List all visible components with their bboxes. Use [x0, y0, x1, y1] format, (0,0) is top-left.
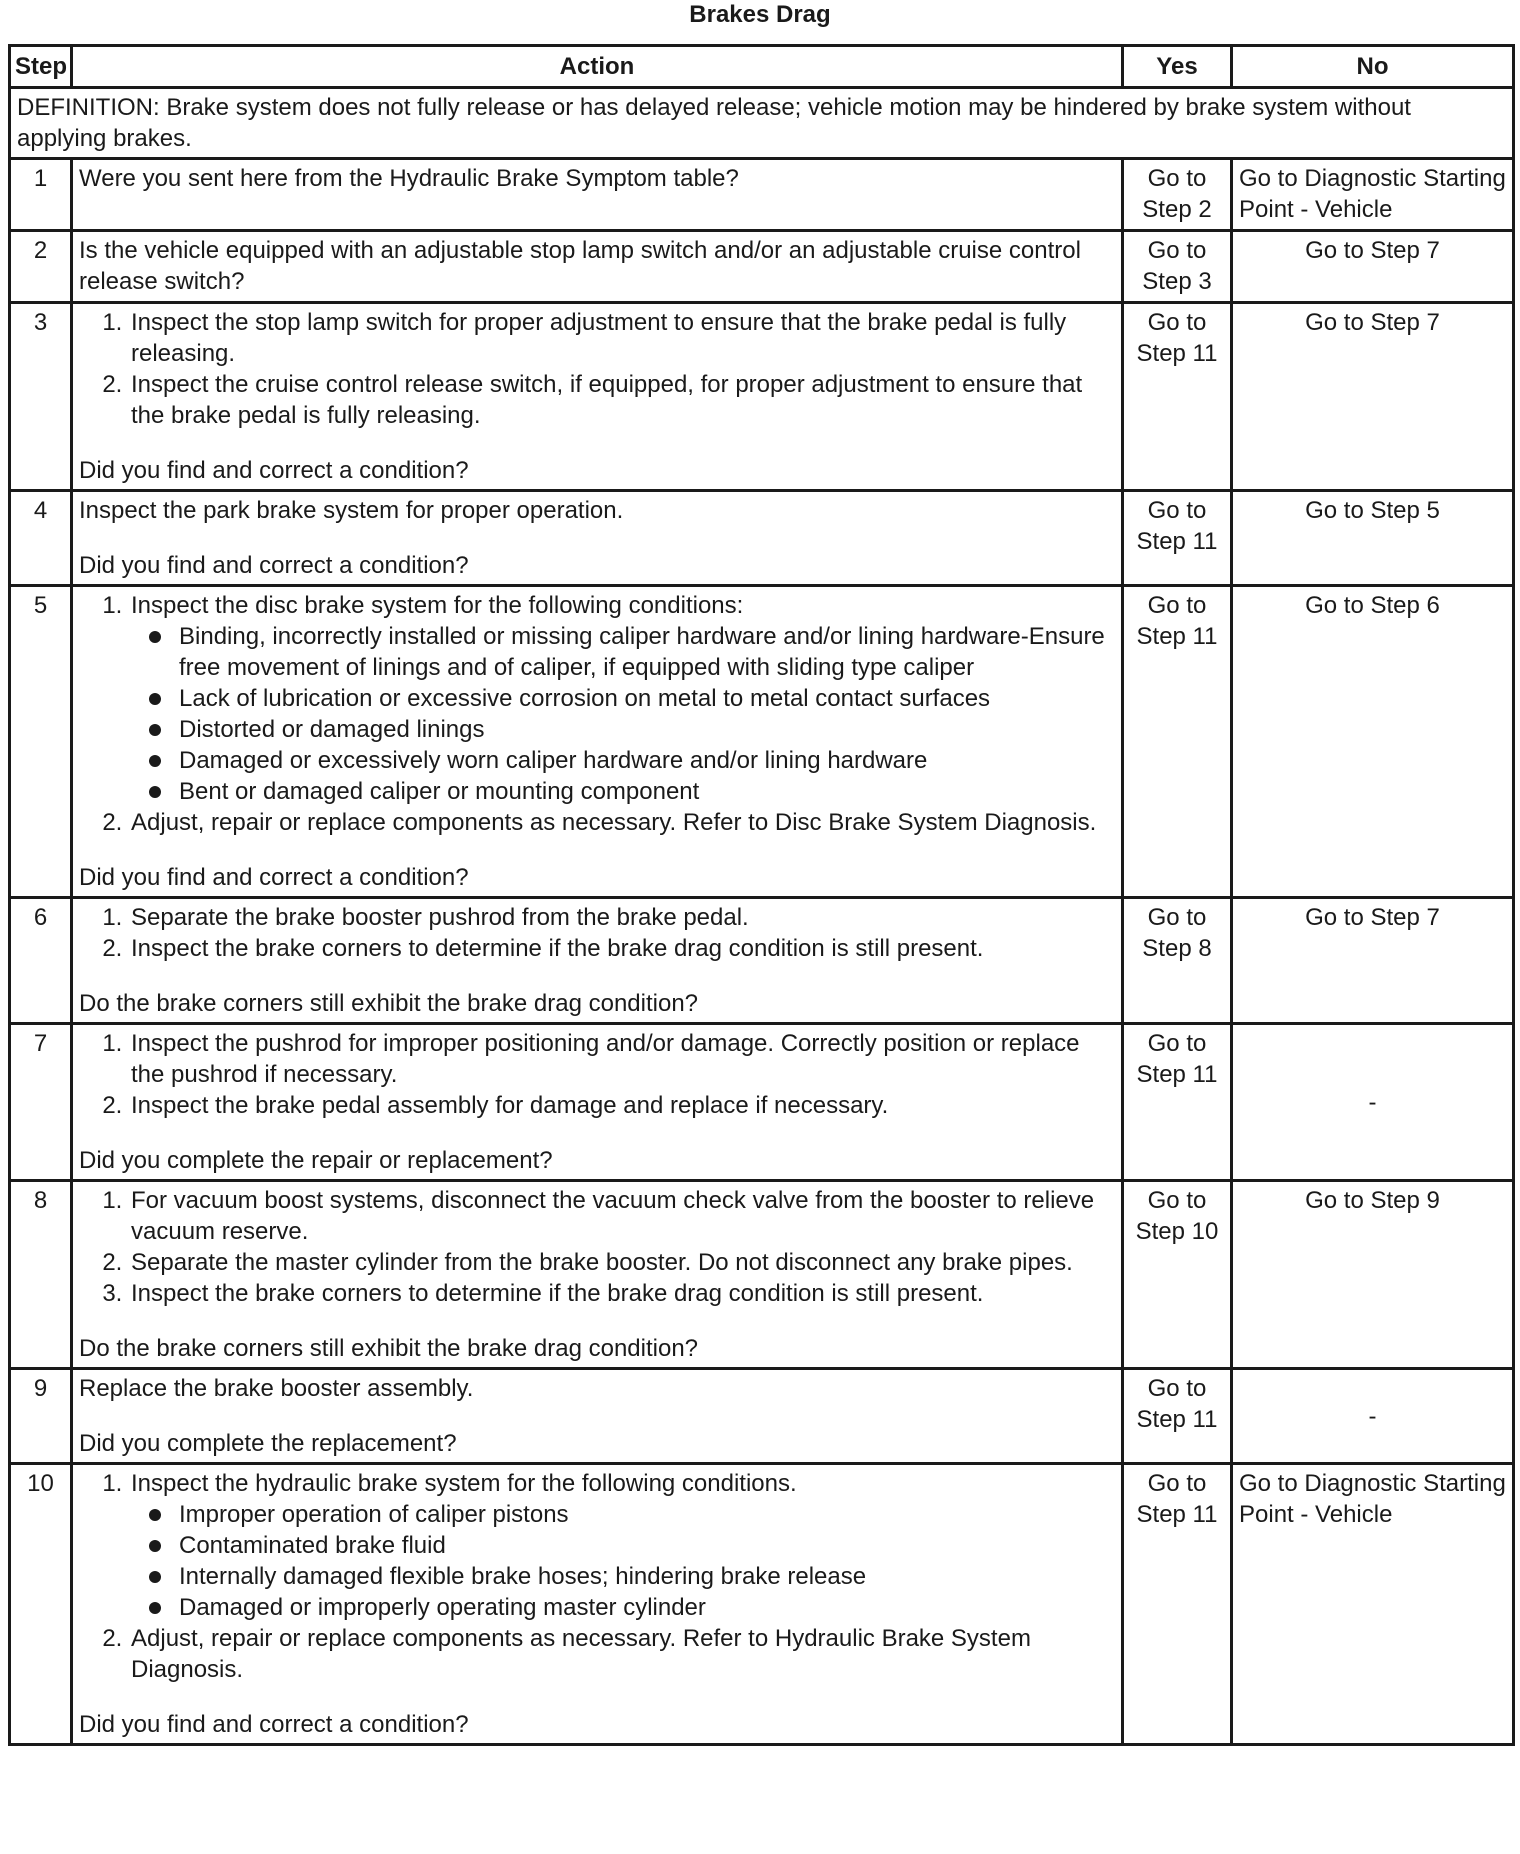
instruction-list — [79, 307, 1115, 431]
list-item-text: Inspect the disc brake system for the following conditions: — [131, 592, 744, 619]
table-row — [10, 898, 1514, 1024]
bullet-text: Contaminated brake fluid — [179, 1532, 446, 1559]
step-number: 8 — [10, 1181, 72, 1369]
page-title: Brakes Drag — [689, 1, 831, 28]
header-no: No — [1232, 46, 1514, 88]
action-question: Did you complete the repair or replacement? — [79, 1147, 553, 1174]
step-number: 6 — [10, 898, 72, 1024]
instruction-list — [79, 1185, 1115, 1309]
condition-list — [131, 621, 1115, 807]
diagnostic-table — [8, 44, 1515, 1746]
bullet-icon — [149, 786, 161, 798]
header-row — [10, 46, 1514, 88]
instruction-list — [79, 1028, 1115, 1121]
step-number: 3 — [10, 303, 72, 491]
list-item: 2. Adjust, repair or replace components as necessary. Refer to Disc Brake System Diagnosis. — [129, 807, 1115, 838]
instruction-list — [79, 902, 1115, 964]
step-number: 5 — [10, 586, 72, 898]
bullet-icon — [149, 1509, 161, 1521]
action-cell — [72, 586, 1123, 898]
action-question: Do the brake corners still exhibit the brake drag condition? — [79, 1335, 699, 1362]
yes-link[interactable]: Go to Step 11 — [1123, 1024, 1232, 1181]
list-item: 1. For vacuum boost systems, disconnect the vacuum check valve from the booster to relieve vacuum reserve. — [129, 1185, 1115, 1247]
bullet-item — [179, 1499, 1115, 1530]
bullet-item — [179, 621, 1115, 683]
action-cell — [72, 898, 1123, 1024]
bullet-text: Internally damaged flexible brake hoses; hindering brake release — [179, 1563, 867, 1590]
bullet-text: Lack of lubrication or excessive corrosion on metal to metal contact surfaces — [179, 685, 991, 712]
bullet-icon — [149, 1571, 161, 1583]
action-question: Did you find and correct a condition? — [79, 864, 469, 891]
table-row — [10, 1369, 1514, 1464]
list-item: 2. Separate the master cylinder from the brake booster. Do not disconnect any brake pipes. — [129, 1247, 1115, 1278]
no-value: - — [1232, 1369, 1514, 1464]
table-row — [10, 1181, 1514, 1369]
list-item: 2. Inspect the brake corners to determine if the brake drag condition is still present. — [129, 933, 1115, 964]
header-yes: Yes — [1123, 46, 1232, 88]
table-row — [10, 1464, 1514, 1745]
bullet-icon — [149, 631, 161, 643]
no-link[interactable]: Go to Step 6 — [1232, 586, 1514, 898]
action-text: Were you sent here from the Hydraulic Brake Symptom table? — [79, 165, 739, 192]
step-number: 7 — [10, 1024, 72, 1181]
no-link[interactable]: Go to Step 9 — [1232, 1181, 1514, 1369]
step-number: 1 — [10, 159, 72, 231]
yes-link[interactable]: Go to Step 11 — [1123, 1464, 1232, 1745]
bullet-item — [179, 1592, 1115, 1623]
bullet-icon — [149, 724, 161, 736]
no-link[interactable]: Go to Step 7 — [1232, 231, 1514, 303]
bullet-text: Damaged or improperly operating master cylinder — [179, 1594, 706, 1621]
instruction-list — [79, 590, 1115, 838]
action-cell — [72, 1369, 1123, 1464]
bullet-item — [179, 714, 1115, 745]
bullet-item — [179, 776, 1115, 807]
list-item — [129, 1468, 1115, 1623]
yes-link[interactable]: Go to Step 3 — [1123, 231, 1232, 303]
list-item: 2. Inspect the cruise control release switch, if equipped, for proper adjustment to ensure that the brake pedal is fully releasing. — [129, 369, 1115, 431]
list-item: 2. Adjust, repair or replace components as necessary. Refer to Hydraulic Brake System Diagnosis. — [129, 1623, 1115, 1685]
no-link[interactable]: Go to Step 5 — [1232, 491, 1514, 586]
header-action: Action — [72, 46, 1123, 88]
no-link[interactable]: Go to Diagnostic Starting Point - Vehicle — [1232, 159, 1514, 231]
definition-text: DEFINITION: Brake system does not fully release or has delayed release; vehicle motion may be hindered by brake system without applying brakes. — [10, 88, 1514, 159]
condition-list — [131, 1499, 1115, 1623]
bullet-item — [179, 1530, 1115, 1561]
bullet-icon — [149, 1602, 161, 1614]
action-question: Did you complete the replacement? — [79, 1430, 457, 1457]
bullet-text: Bent or damaged caliper or mounting component — [179, 778, 700, 805]
yes-link[interactable]: Go to Step 8 — [1123, 898, 1232, 1024]
bullet-icon — [149, 1540, 161, 1552]
step-number: 9 — [10, 1369, 72, 1464]
bullet-item — [179, 745, 1115, 776]
action-cell — [72, 303, 1123, 491]
no-link[interactable]: Go to Diagnostic Starting Point - Vehicle — [1232, 1464, 1514, 1745]
no-link[interactable]: Go to Step 7 — [1232, 303, 1514, 491]
bullet-icon — [149, 755, 161, 767]
action-cell — [72, 491, 1123, 586]
header-step: Step — [10, 46, 72, 88]
action-text: Inspect the park brake system for proper operation. — [79, 497, 624, 524]
definition-row — [10, 88, 1514, 159]
yes-link[interactable]: Go to Step 11 — [1123, 491, 1232, 586]
yes-link[interactable]: Go to Step 11 — [1123, 1369, 1232, 1464]
action-text: Is the vehicle equipped with an adjustable stop lamp switch and/or an adjustable cruise control release switch? — [79, 237, 1081, 295]
action-question: Did you find and correct a condition? — [79, 552, 469, 579]
list-item: 1. Inspect the pushrod for improper positioning and/or damage. Correctly position or replace the pushrod if necessary. — [129, 1028, 1115, 1090]
table-row — [10, 491, 1514, 586]
list-item — [129, 590, 1115, 807]
list-item-text: Inspect the hydraulic brake system for the following conditions. — [131, 1470, 797, 1497]
action-cell — [72, 159, 1123, 231]
bullet-item — [179, 683, 1115, 714]
action-question: Did you find and correct a condition? — [79, 457, 469, 484]
action-cell — [72, 231, 1123, 303]
table-row — [10, 159, 1514, 231]
table-row — [10, 1024, 1514, 1181]
yes-link[interactable]: Go to Step 2 — [1123, 159, 1232, 231]
yes-link[interactable]: Go to Step 10 — [1123, 1181, 1232, 1369]
no-value: - — [1232, 1024, 1514, 1181]
bullet-text: Improper operation of caliper pistons — [179, 1501, 569, 1528]
list-item: 2. Inspect the brake pedal assembly for damage and replace if necessary. — [129, 1090, 1115, 1121]
action-cell — [72, 1464, 1123, 1745]
instruction-list — [79, 1468, 1115, 1685]
yes-link[interactable]: Go to Step 11 — [1123, 303, 1232, 491]
step-number: 2 — [10, 231, 72, 303]
bullet-text: Damaged or excessively worn caliper hardware and/or lining hardware — [179, 747, 928, 774]
action-text: Replace the brake booster assembly. — [79, 1375, 474, 1402]
table-row — [10, 303, 1514, 491]
step-number: 10 — [10, 1464, 72, 1745]
action-cell — [72, 1024, 1123, 1181]
action-question: Do the brake corners still exhibit the brake drag condition? — [79, 990, 699, 1017]
bullet-icon — [149, 693, 161, 705]
bullet-item — [179, 1561, 1115, 1592]
action-cell — [72, 1181, 1123, 1369]
table-row — [10, 586, 1514, 898]
list-item: 3. Inspect the brake corners to determine if the brake drag condition is still present. — [129, 1278, 1115, 1309]
list-item: 1. Separate the brake booster pushrod from the brake pedal. — [129, 902, 1115, 933]
bullet-text: Distorted or damaged linings — [179, 716, 485, 743]
action-question: Did you find and correct a condition? — [79, 1711, 469, 1738]
bullet-text: Binding, incorrectly installed or missing caliper hardware and/or lining hardware-Ensure free movement of linings and of caliper, if equipped with sliding type caliper — [179, 623, 1105, 681]
step-number: 4 — [10, 491, 72, 586]
yes-link[interactable]: Go to Step 11 — [1123, 586, 1232, 898]
table-row — [10, 231, 1514, 303]
no-link[interactable]: Go to Step 7 — [1232, 898, 1514, 1024]
list-item: 1. Inspect the stop lamp switch for proper adjustment to ensure that the brake pedal is fully releasing. — [129, 307, 1115, 369]
